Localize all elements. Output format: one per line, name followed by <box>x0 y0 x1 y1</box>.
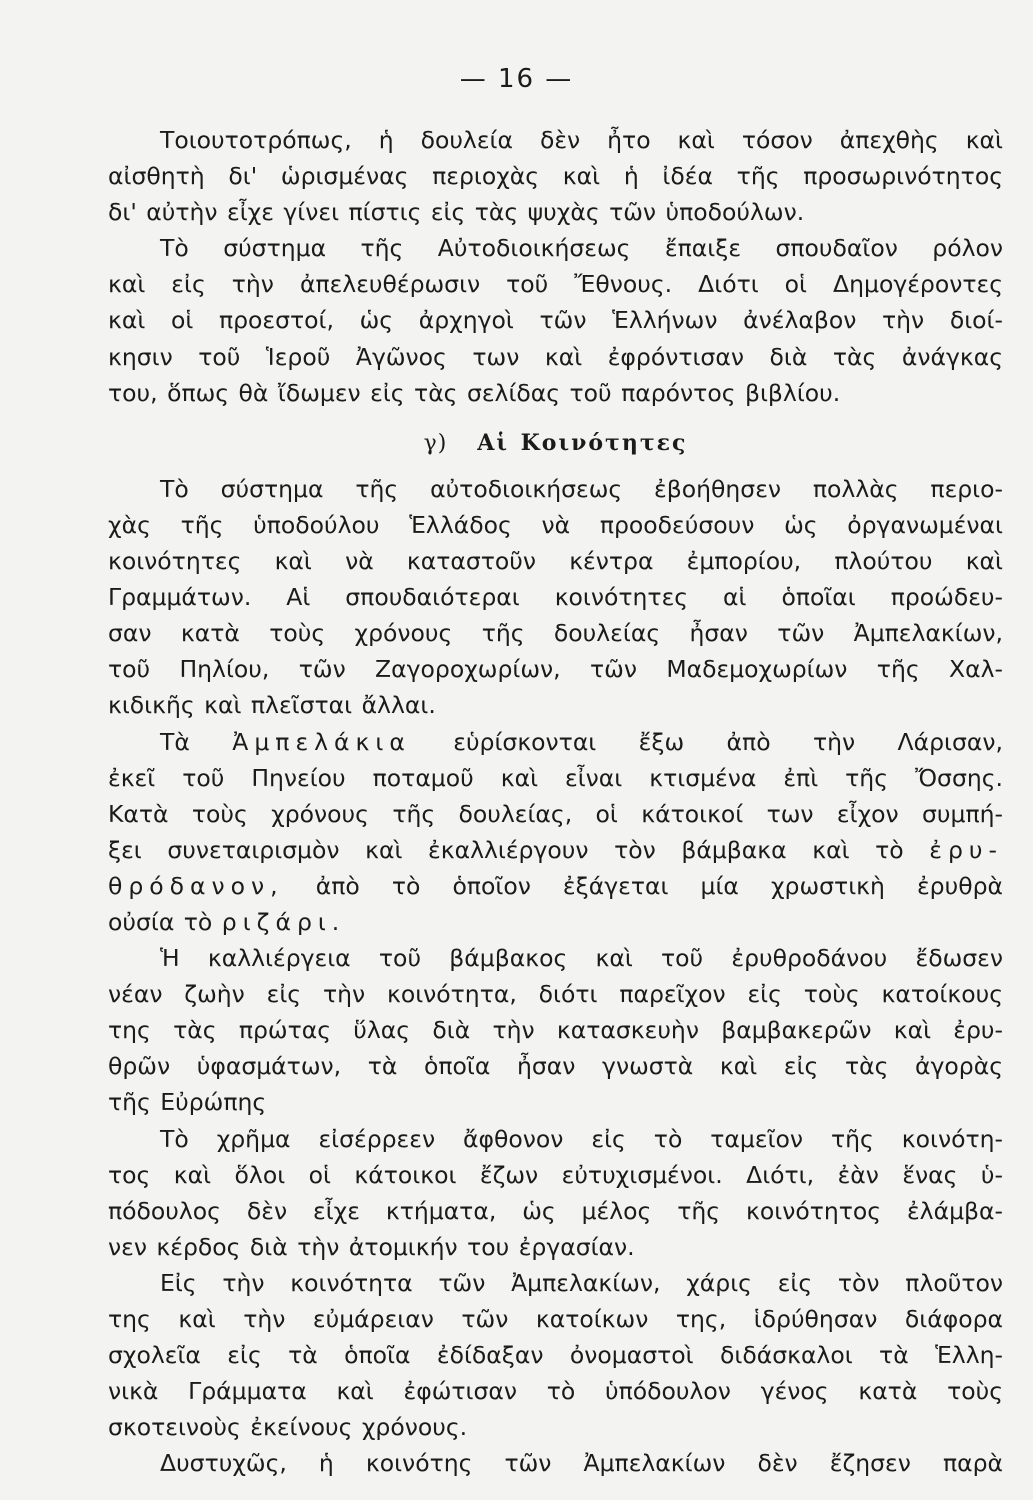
text-line: τῆς Εὐρώπης <box>108 1088 267 1117</box>
text-line: Ἡ καλλιέργεια τοῦ βάμβακος καὶ τοῦ ἐρυθροδάνου ἔδωσεν <box>160 944 1003 973</box>
text-line: καὶ εἰς τὴν ἀπελευθέρωσιν τοῦ Ἔθνους. Διότι οἱ Δημογέροντες <box>108 270 1003 299</box>
text-line: του, ὅπως θὰ ἴδωμεν εἰς τὰς σελίδας τοῦ παρόντος βιβλίου. <box>108 378 841 407</box>
section-heading-prefix: γ) <box>423 430 448 456</box>
page-number: — 16 — <box>459 64 574 94</box>
text-line: Τοιουτοτρόπως, ἡ δουλεία δὲν ἦτο καὶ τόσον ἀπεχθὴς καὶ <box>160 126 1003 154</box>
text-line: Τὸ σύστημα τῆς αὐτοδιοικήσεως ἐβοήθησεν πολλὰς περιο- <box>160 474 1003 503</box>
text-line: Γραμμάτων. Αἱ σπουδαιότεραι κοινότητες αἱ ὁποῖαι προώδευ- <box>108 583 1003 612</box>
text-fragment: οὐσία τὸ <box>108 907 213 936</box>
text-line: σαν κατὰ τοὺς χρόνους τῆς δουλείας ἦσαν τῶν Ἀμπελακίων, <box>108 619 1003 648</box>
text-line: κιδικῆς καὶ πλεῖσται ἄλλαι. <box>108 691 436 720</box>
text-line: ἐκεῖ τοῦ Πηνείου ποταμοῦ καὶ εἶναι κτισμένα ἐπὶ τῆς Ὄσσης. <box>108 763 1003 792</box>
text-line: πόδουλος δὲν εἶχε κτήματα, ὡς μέλος τῆς κοινότητος ἐλάμβα- <box>108 1196 1003 1225</box>
text-fragment: εὑρίσκονται ἔξω ἀπὸ τὴν Λάρισαν, <box>453 727 1003 756</box>
text-line: καὶ οἱ προεστοί, ὡς ἀρχηγοὶ τῶν Ἑλλήνων ἀνέλαβον τὴν διοί- <box>108 306 1003 335</box>
text-line: δι' αὐτὴν εἶχε γίνει πίστις εἰς τὰς ψυχὰς τῶν ὑποδούλων. <box>108 198 805 227</box>
section-heading <box>108 425 1003 461</box>
text-line: κησιν τοῦ Ἱεροῦ Ἀγῶνος των καὶ ἐφρόντισαν διὰ τὰς ἀνάγκας <box>108 342 1003 371</box>
text-fragment: ἀπὸ τὸ ὁποῖον ἐξάγεται μία χρωστικὴ ἐρυθρὰ <box>315 871 1003 900</box>
text-line: Κατὰ τοὺς χρόνους τῆς δουλείας, οἱ κάτοικοί των εἶχον συμπή- <box>108 799 1003 828</box>
text-line: τος καὶ ὅλοι οἱ κάτοικοι ἔζων εὐτυχισμένοι. Διότι, ἐὰν ἕνας ὑ- <box>108 1160 1003 1189</box>
text-line: της τὰς πρώτας ὕλας διὰ τὴν κατασκευὴν βαμβακερῶν καὶ ἐρυ- <box>108 1016 1003 1045</box>
text-line: χὰς τῆς ὑποδούλου Ἑλλάδος νὰ προοδεύσουν ὡς ὀργανωμέναι <box>108 510 1003 539</box>
text-line: Εἰς τὴν κοινότητα τῶν Ἀμπελακίων, χάρις εἰς τὸν πλοῦτον <box>160 1268 1003 1297</box>
spaced-word: ἐρυ- <box>929 835 1003 864</box>
text-line: σκοτεινοὺς ἐκείνους χρόνους. <box>108 1413 468 1442</box>
spaced-word: Ἀμπελάκια <box>232 727 411 756</box>
text-line: κοινότητες καὶ νὰ καταστοῦν κέντρα ἐμπορίου, πλούτου καὶ <box>108 547 1003 576</box>
text-line: Δυστυχῶς, ἡ κοινότης τῶν Ἀμπελακίων δὲν ἔζησεν παρὰ <box>160 1449 1003 1478</box>
text-line <box>108 868 1003 904</box>
text-fragment: ξει συνεταιρισμὸν καὶ ἐκαλλιέργουν τὸν βάμβακα καὶ τὸ <box>108 835 904 864</box>
spaced-word: θρόδανον, <box>108 871 284 900</box>
text-line: τοῦ Πηλίου, τῶν Ζαγοροχωρίων, τῶν Μαδεμοχωρίων τῆς Χαλ- <box>108 655 1003 684</box>
text-line: της καὶ τὴν εὐμάρειαν τῶν κατοίκων της, ἱδρύθησαν διάφορα <box>108 1305 1003 1333</box>
text-line: σχολεῖα εἰς τὰ ὁποῖα ἐδίδαξαν ὀνομαστοὶ διδάσκαλοι τὰ Ἑλλη- <box>108 1341 1003 1370</box>
section-heading-title: Αἱ Κοινότητες <box>477 429 688 456</box>
spaced-word: ριζάρι. <box>221 907 346 936</box>
text-line: νεν κέρδος διὰ τὴν ἀτομικήν του ἐργασίαν. <box>108 1232 635 1261</box>
text-line <box>108 724 1003 760</box>
body-text <box>108 122 1003 1481</box>
text-line: νικὰ Γράμματα καὶ ἐφώτισαν τὸ ὑπόδουλον γένος κατὰ τοὺς <box>108 1377 1003 1406</box>
text-line: νέαν ζωὴν εἰς τὴν κοινότητα, διότι παρεῖχον εἰς τοὺς κατοίκους <box>108 980 1003 1009</box>
text-fragment: Τὰ <box>160 727 190 756</box>
text-line: αἰσθητὴ δι' ὡρισμένας περιοχὰς καὶ ἡ ἰδέα τῆς προσωρινότητος <box>108 162 1003 191</box>
text-line <box>108 832 1003 868</box>
text-line <box>108 904 1003 940</box>
text-line: Τὸ σύστημα τῆς Αὐτοδιοικήσεως ἔπαιξε σπουδαῖον ρόλον <box>160 234 1003 263</box>
text-line: Τὸ χρῆμα εἰσέρρεεν ἄφθονον εἰς τὸ ταμεῖον τῆς κοινότη- <box>160 1124 1003 1153</box>
text-line: θρῶν ὑφασμάτων, τὰ ὁποῖα ἦσαν γνωστὰ καὶ εἰς τὰς ἀγορὰς <box>108 1052 1003 1081</box>
